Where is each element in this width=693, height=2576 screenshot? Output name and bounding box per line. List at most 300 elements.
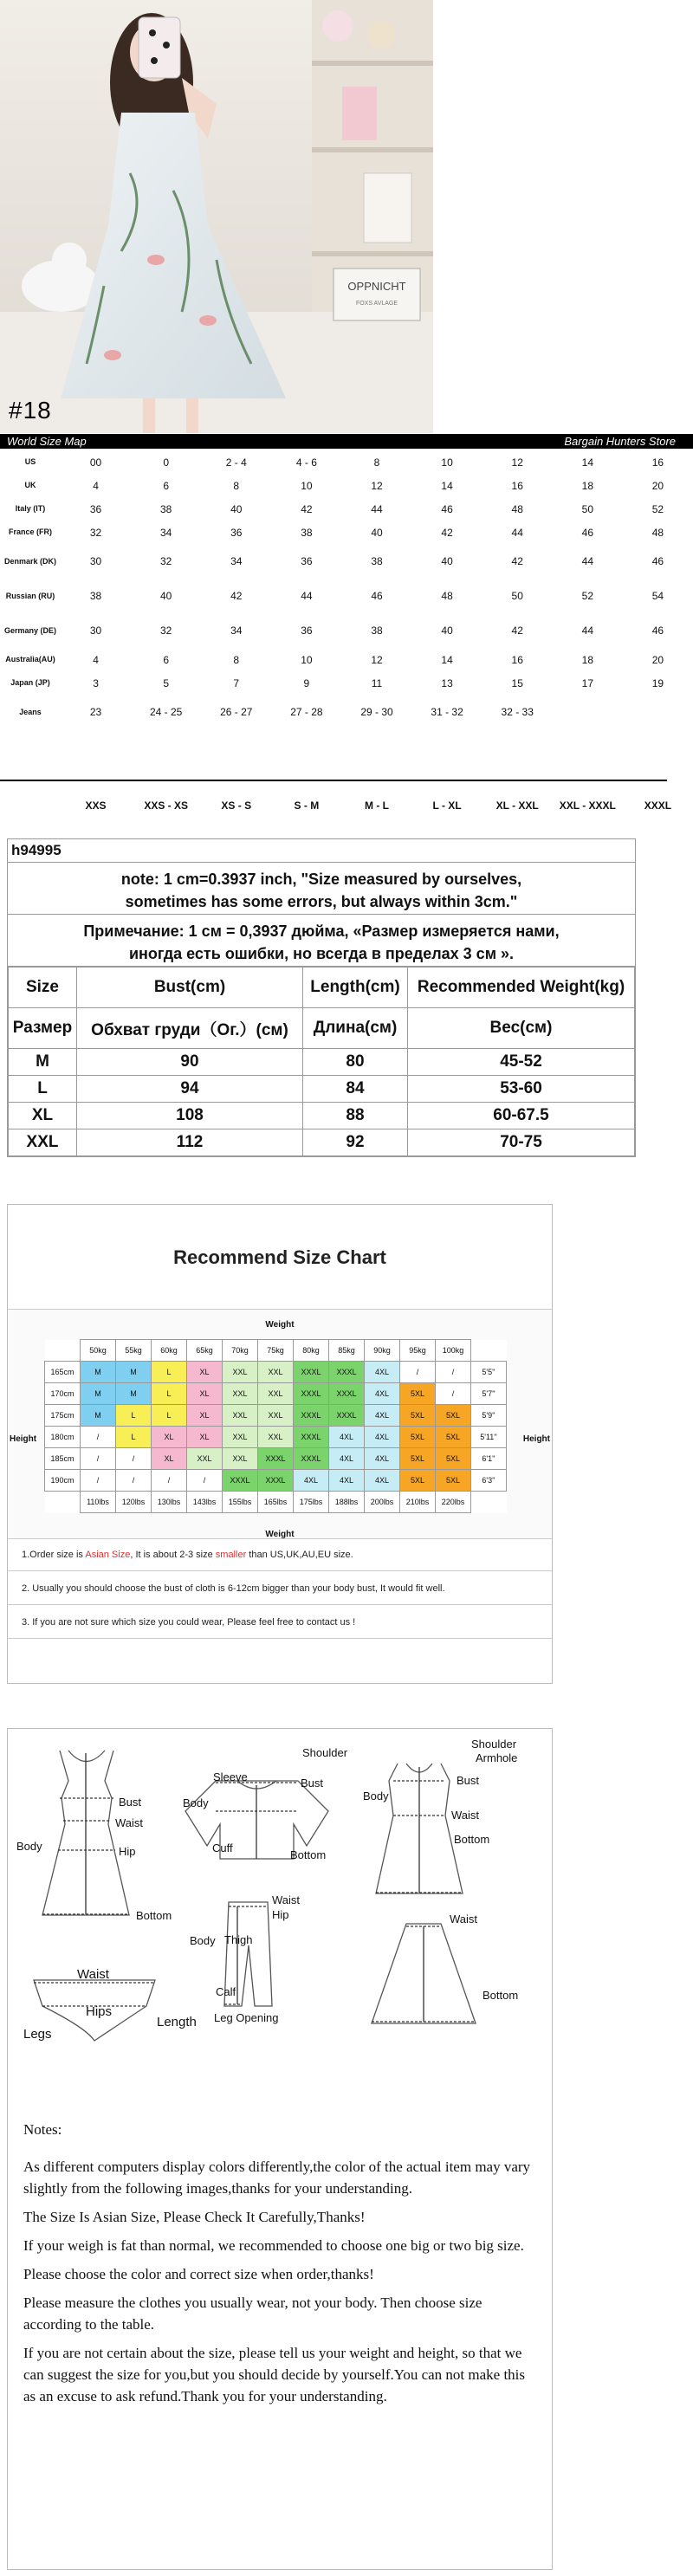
recommend-size-cell: 4XL xyxy=(329,1427,365,1448)
label-hip-4: Hip xyxy=(272,1908,289,1921)
recommend-size-cell: / xyxy=(116,1470,152,1492)
world-size-cell: 2 - 4 xyxy=(225,456,247,469)
recommend-size-cell: 4XL xyxy=(365,1427,400,1448)
world-size-cell: 52 xyxy=(651,502,664,515)
world-size-cell xyxy=(623,695,693,729)
recommend-size-cell: 4XL xyxy=(365,1448,400,1470)
size-cell: XXL xyxy=(9,1129,77,1156)
size-header-cell: Recommended Weight(kg) xyxy=(408,968,635,1008)
world-size-cell: 38 xyxy=(371,555,383,567)
world-size-cell: 12 xyxy=(371,479,383,492)
size-table-row xyxy=(9,1129,635,1156)
world-size-row xyxy=(0,544,693,579)
recommend-size-cell: XXL xyxy=(258,1383,294,1405)
size-cell: 112 xyxy=(77,1129,303,1156)
world-size-cell: 8 xyxy=(233,653,240,666)
note-english xyxy=(8,863,635,915)
weight-kg-cell: 65kg xyxy=(187,1340,223,1362)
size-cell: XL xyxy=(9,1103,77,1129)
world-size-cell: 54 xyxy=(651,590,664,602)
weight-spacer xyxy=(471,1340,507,1362)
world-size-cell: 38 xyxy=(89,590,102,602)
height-ft-cell: 6'3'' xyxy=(471,1470,507,1492)
size-header-cell: Length(cm) xyxy=(303,968,408,1008)
height-ft-cell: 5'5'' xyxy=(471,1362,507,1383)
note1-smaller: smaller xyxy=(215,1550,247,1560)
world-size-row-label: Russian (RU) xyxy=(5,591,55,600)
world-size-cell: 26 - 27 xyxy=(220,706,253,718)
letter-size-cell: XXS - XS xyxy=(144,799,188,812)
recommend-size-cell: XXXL xyxy=(258,1470,294,1492)
recommend-size-cell: XXXL xyxy=(294,1405,329,1427)
weight-lbs-cell: 120lbs xyxy=(116,1492,152,1513)
recommend-size-cell: M xyxy=(116,1383,152,1405)
world-size-cell: 00 xyxy=(89,456,102,469)
recommend-size-cell: 4XL xyxy=(329,1448,365,1470)
world-size-cell: 40 xyxy=(159,590,172,602)
recommend-size-cell: / xyxy=(187,1470,223,1492)
recommend-size-cell: XXL xyxy=(223,1362,258,1383)
world-size-cell: 14 xyxy=(441,653,453,666)
note1-part-c: , It is about 2-3 size xyxy=(130,1550,216,1560)
label-body-2: Body xyxy=(183,1796,209,1809)
size-cell: 70-75 xyxy=(408,1129,635,1156)
world-size-cell: 8 xyxy=(233,479,240,492)
world-size-cell: 36 xyxy=(301,555,313,567)
size-cell: 108 xyxy=(77,1103,303,1129)
world-size-cell: 11 xyxy=(371,676,383,689)
recommend-size-table xyxy=(44,1339,507,1513)
height-label-left: Height xyxy=(10,1434,37,1444)
weight-lbs-cell: 143lbs xyxy=(187,1492,223,1513)
world-size-row xyxy=(0,497,693,521)
world-size-map-title: World Size Map xyxy=(7,435,87,448)
weight-kg-cell: 80kg xyxy=(294,1340,329,1362)
world-size-cell: 42 xyxy=(301,502,313,515)
recommend-size-cell: XXL xyxy=(187,1448,223,1470)
weight-lbs-cell: 175lbs xyxy=(294,1492,329,1513)
shop-sign-text: OPPNICHT xyxy=(347,280,406,293)
size-cell: 53-60 xyxy=(408,1076,635,1103)
world-size-row-label: Denmark (DK) xyxy=(3,556,56,566)
label-armhole-3: Armhole xyxy=(476,1751,518,1764)
world-size-cell: 32 xyxy=(159,555,172,567)
weight-lbs-cell: 155lbs xyxy=(223,1492,258,1513)
height-cm-cell: 165cm xyxy=(45,1362,81,1383)
world-size-cell: 10 xyxy=(301,653,313,666)
note-paragraph: As different computers display colors differently,the color of the actual item may vary slightly from the following images,thanks for your understanding. xyxy=(23,2159,531,2197)
label-body-3: Body xyxy=(363,1790,389,1803)
world-size-cell: 42 xyxy=(230,590,243,602)
recommend-size-cell: M xyxy=(81,1383,116,1405)
recommend-size-cell: 4XL xyxy=(365,1362,400,1383)
world-size-cell: 32 xyxy=(89,526,102,539)
size-header-cell: Размер xyxy=(9,1008,77,1049)
note-paragraph: Please measure the clothes you usually wear, not your body. Then choose size according to the table. xyxy=(23,2294,483,2333)
weight-kg-cell: 70kg xyxy=(223,1340,258,1362)
note1-part-e: than US,UK,AU,EU size. xyxy=(246,1550,353,1560)
height-label-right: Height xyxy=(522,1434,550,1444)
recommend-size-cell: / xyxy=(81,1470,116,1492)
weight-lbs-cell: 130lbs xyxy=(152,1492,187,1513)
note-paragraph: Notes: xyxy=(23,2121,62,2138)
weight-spacer xyxy=(45,1340,81,1362)
product-code: h94995 xyxy=(8,839,635,863)
world-size-row-label: Australia(AU) xyxy=(5,655,55,663)
world-size-cell: 38 xyxy=(301,526,313,539)
recommend-size-cell: / xyxy=(116,1448,152,1470)
world-size-cell: 44 xyxy=(581,555,593,567)
label-waist-3: Waist xyxy=(451,1809,480,1822)
world-size-cell: 0 xyxy=(163,456,169,469)
height-cm-cell: 180cm xyxy=(45,1427,81,1448)
recommend-size-cell: 5XL xyxy=(436,1427,471,1448)
world-size-cell: 32 xyxy=(159,625,172,637)
weight-kg-cell: 85kg xyxy=(329,1340,365,1362)
note-paragraph: If your weigh is fat than normal, we recommended to choose one big or two big size. xyxy=(23,2237,524,2254)
world-size-cell: 34 xyxy=(230,555,243,567)
recommend-size-cell: 5XL xyxy=(400,1470,436,1492)
height-row xyxy=(45,1427,507,1448)
note-paragraph: The Size Is Asian Size, Please Check It Carefully,Thanks! xyxy=(23,2209,366,2225)
size-cell: L xyxy=(9,1076,77,1103)
note-asian-size xyxy=(8,1538,552,1571)
label-bottom-5: Bottom xyxy=(483,1989,519,2002)
recommend-size-cell: 5XL xyxy=(400,1427,436,1448)
world-size-row-label: UK xyxy=(24,481,36,489)
recommend-size-cell: M xyxy=(81,1405,116,1427)
recommend-size-cell: 4XL xyxy=(329,1470,365,1492)
size-cell: 92 xyxy=(303,1129,408,1156)
label-body-1: Body xyxy=(16,1840,42,1853)
height-cm-cell: 175cm xyxy=(45,1405,81,1427)
weight-kg-cell: 55kg xyxy=(116,1340,152,1362)
weight-lbs-cell: 200lbs xyxy=(365,1492,400,1513)
recommend-size-cell: XXXL xyxy=(294,1362,329,1383)
recommend-size-cell: 5XL xyxy=(400,1383,436,1405)
world-size-cell: 36 xyxy=(301,625,313,637)
world-size-cell: 50 xyxy=(581,502,593,515)
world-size-cell: 12 xyxy=(511,456,523,469)
world-size-cell: 8 xyxy=(373,456,380,469)
world-size-cell xyxy=(553,695,623,729)
label-shoulder-3: Shoulder xyxy=(471,1738,517,1751)
size-table-header xyxy=(9,968,635,1008)
world-size-cell: 40 xyxy=(441,555,453,567)
recommend-size-cell: XXL xyxy=(223,1405,258,1427)
recommend-size-cell: XL xyxy=(187,1427,223,1448)
recommend-size-cell: XXXL xyxy=(329,1362,365,1383)
recommend-size-cell: 4XL xyxy=(365,1405,400,1427)
label-bust-1: Bust xyxy=(119,1796,142,1809)
label-waist-1: Waist xyxy=(115,1816,144,1829)
height-row xyxy=(45,1405,507,1427)
recommend-grid xyxy=(8,1309,552,1539)
world-size-cell: 38 xyxy=(371,625,383,637)
recommend-size-cell: L xyxy=(152,1383,187,1405)
label-thigh-4: Thigh xyxy=(224,1933,253,1946)
label-sleeve-2: Sleeve xyxy=(213,1770,248,1783)
shop-sign-small-text: FOXS AVLAGE xyxy=(355,301,398,307)
measurement-table xyxy=(7,838,636,1157)
label-bottom-3: Bottom xyxy=(454,1833,490,1846)
recommend-size-cell: 5XL xyxy=(436,1405,471,1427)
world-size-cell: 46 xyxy=(651,555,664,567)
size-table-row xyxy=(9,1076,635,1103)
world-size-cell: 30 xyxy=(89,555,102,567)
world-size-cell: 10 xyxy=(441,456,453,469)
world-size-row-label: Italy (IT) xyxy=(15,504,46,513)
height-row xyxy=(45,1362,507,1383)
label-legs-6: Legs xyxy=(23,2027,52,2042)
product-photo xyxy=(0,0,433,433)
weight-lbs-cell: 188lbs xyxy=(329,1492,365,1513)
size-cell: 60-67.5 xyxy=(408,1103,635,1129)
world-size-cell: 10 xyxy=(301,479,313,492)
label-cuff-2: Cuff xyxy=(212,1841,233,1854)
world-size-cell: 7 xyxy=(233,676,240,689)
world-size-row-label: France (FR) xyxy=(8,527,52,536)
note1-asian-size: Asian Size xyxy=(85,1550,131,1560)
note-english-line-1: note: 1 cm=0.3937 inch, "Size measured by ourselves, xyxy=(120,871,522,888)
recommend-size-cell: XXL xyxy=(223,1427,258,1448)
world-size-cell: 34 xyxy=(230,625,243,637)
size-cell: 90 xyxy=(77,1049,303,1076)
recommend-size-cell: / xyxy=(436,1362,471,1383)
world-size-cell: 4 xyxy=(93,653,99,666)
recommend-size-cell: 5XL xyxy=(400,1405,436,1427)
world-size-cell: 42 xyxy=(511,625,523,637)
size-cell: M xyxy=(9,1049,77,1076)
world-size-table xyxy=(0,450,693,729)
world-size-cell: 16 xyxy=(651,456,664,469)
recommend-size-cell: XXXL xyxy=(258,1448,294,1470)
note-english-line-2: sometimes has some errors, but always within 3cm." xyxy=(125,893,518,910)
recommend-size-cell: / xyxy=(152,1470,187,1492)
world-size-divider xyxy=(0,780,667,781)
world-size-cell: 13 xyxy=(441,676,453,689)
weight-lbs-cell: 165lbs xyxy=(258,1492,294,1513)
weight-kg-cell: 95kg xyxy=(400,1340,436,1362)
size-table-header xyxy=(9,1008,635,1049)
world-size-row-label: US xyxy=(24,457,36,466)
recommend-size-cell: XL xyxy=(187,1362,223,1383)
world-size-cell: 20 xyxy=(651,653,664,666)
size-cell: 80 xyxy=(303,1049,408,1076)
recommend-size-cell: XL xyxy=(187,1405,223,1427)
world-size-cell: 30 xyxy=(89,625,102,637)
weight-label-top: Weight xyxy=(265,1320,295,1330)
letter-size-cell: XXL - XXXL xyxy=(559,799,616,812)
notes-section xyxy=(23,2119,534,2414)
height-row xyxy=(45,1470,507,1492)
letter-size-spacer xyxy=(0,795,61,816)
world-size-cell: 15 xyxy=(511,676,523,689)
label-leg-opening-4: Leg Opening xyxy=(214,2011,279,2024)
world-size-cell: 46 xyxy=(441,502,453,515)
recommend-size-cell: 4XL xyxy=(365,1470,400,1492)
store-name: Bargain Hunters Store xyxy=(564,435,676,448)
note-contact: 3. If you are not sure which size you could wear, Please feel free to contact us ! xyxy=(8,1606,552,1639)
height-row xyxy=(45,1383,507,1405)
size-cell: 45-52 xyxy=(408,1049,635,1076)
recommend-size-cell: XXL xyxy=(223,1383,258,1405)
world-size-cell: 44 xyxy=(301,590,313,602)
letter-size-cell: M - L xyxy=(364,799,389,812)
note-russian-line-2: иногда есть ошибки, но всегда в пределах 3 см ». xyxy=(128,945,515,962)
weight-lbs-row xyxy=(45,1492,507,1513)
label-bust-2: Bust xyxy=(301,1777,324,1790)
world-size-cell: 27 - 28 xyxy=(290,706,323,718)
weight-kg-cell: 75kg xyxy=(258,1340,294,1362)
world-size-row xyxy=(0,521,693,544)
world-size-cell: 17 xyxy=(581,676,593,689)
size-header-cell: Обхват груди（Ог.）(см) xyxy=(77,1008,303,1049)
world-size-cell: 23 xyxy=(89,706,102,718)
weight-kg-cell: 50kg xyxy=(81,1340,116,1362)
world-size-cell: 34 xyxy=(159,526,172,539)
label-calf-4: Calf xyxy=(216,1985,236,1998)
world-size-row xyxy=(0,671,693,695)
weight-label-bottom: Weight xyxy=(265,1530,295,1539)
label-waist-4: Waist xyxy=(272,1893,301,1906)
height-row xyxy=(45,1448,507,1470)
label-waist-5: Waist xyxy=(450,1913,478,1926)
weight-kg-cell: 100kg xyxy=(436,1340,471,1362)
recommend-size-cell: L xyxy=(152,1405,187,1427)
world-size-row-label: Germany (DE) xyxy=(3,625,57,635)
world-size-cell: 16 xyxy=(511,653,523,666)
recommend-size-cell: XXL xyxy=(258,1405,294,1427)
recommend-size-cell: XXL xyxy=(258,1427,294,1448)
recommend-size-cell: XXXL xyxy=(294,1448,329,1470)
world-size-cell: 48 xyxy=(651,526,664,539)
world-size-row-label: Jeans xyxy=(19,707,42,716)
world-size-cell: 42 xyxy=(511,555,523,567)
world-size-cell: 20 xyxy=(651,479,664,492)
size-cell: 84 xyxy=(303,1076,408,1103)
recommend-size-cell: XL xyxy=(152,1427,187,1448)
size-table-row xyxy=(9,1049,635,1076)
recommend-size-cell: XXXL xyxy=(329,1405,365,1427)
height-ft-cell: 6'1'' xyxy=(471,1448,507,1470)
world-size-cell: 46 xyxy=(371,590,383,602)
note-paragraph: Please choose the color and correct size when order,thanks! xyxy=(23,2266,374,2282)
garment-measurement-diagrams xyxy=(7,1728,553,2570)
note-bust-advice: 2. Usually you should choose the bust of cloth is 6-12cm bigger than your body bust, It would fit well. xyxy=(8,1572,552,1605)
recommend-size-cell: 4XL xyxy=(294,1470,329,1492)
weight-kg-row xyxy=(45,1340,507,1362)
world-size-cell: 48 xyxy=(441,590,453,602)
world-size-cell: 40 xyxy=(371,526,383,539)
size-header-cell: Size xyxy=(9,968,77,1008)
world-size-row xyxy=(0,648,693,671)
letter-size-cell: XL - XXL xyxy=(495,799,539,812)
weight-kg-cell: 60kg xyxy=(152,1340,187,1362)
height-cm-cell: 185cm xyxy=(45,1448,81,1470)
recommend-size-cell: / xyxy=(436,1383,471,1405)
label-waist-6: Waist xyxy=(77,1967,109,1982)
world-size-cell: 48 xyxy=(511,502,523,515)
recommend-size-cell: M xyxy=(116,1362,152,1383)
recommend-size-cell: M xyxy=(81,1362,116,1383)
world-size-cell: 52 xyxy=(581,590,593,602)
world-size-cell: 4 - 6 xyxy=(295,456,317,469)
world-size-row xyxy=(0,695,693,729)
dress-photo-illustration xyxy=(0,0,433,433)
world-size-cell: 5 xyxy=(163,676,169,689)
world-size-row xyxy=(0,613,693,648)
world-size-cell: 44 xyxy=(511,526,523,539)
world-size-cell: 18 xyxy=(581,653,593,666)
size-cell: 94 xyxy=(77,1076,303,1103)
label-length-6: Length xyxy=(157,2015,197,2029)
recommend-size-cell: 4XL xyxy=(365,1383,400,1405)
height-cm-cell: 170cm xyxy=(45,1383,81,1405)
recommend-size-cell: XXL xyxy=(258,1362,294,1383)
label-bottom-2: Bottom xyxy=(290,1848,327,1861)
world-size-cell: 40 xyxy=(441,625,453,637)
height-ft-cell: 5'11'' xyxy=(471,1427,507,1448)
world-size-cell: 40 xyxy=(230,502,243,515)
recommend-size-cell: XXXL xyxy=(223,1470,258,1492)
recommend-size-cell: XXL xyxy=(223,1448,258,1470)
recommend-chart-title: Recommend Size Chart xyxy=(173,1246,386,1268)
size-header-cell: Bust(cm) xyxy=(77,968,303,1008)
note-paragraph: If you are not certain about the size, please tell us your weight and height, so that we can suggest the size for you,but you should decide by yourself.You can not make this as an excuse to ask refund.Thank you for your understanding. xyxy=(23,2345,526,2404)
label-bottom-1: Bottom xyxy=(136,1909,172,1922)
letter-size-cell: XS - S xyxy=(221,799,252,812)
recommend-size-cell: 5XL xyxy=(436,1470,471,1492)
recommend-size-cell: L xyxy=(116,1427,152,1448)
world-size-cell: 32 - 33 xyxy=(501,706,534,718)
world-size-cell: 14 xyxy=(441,479,453,492)
letter-size-cell: S - M xyxy=(294,799,320,812)
recommend-size-chart xyxy=(7,1204,553,1684)
world-size-cell: 44 xyxy=(371,502,383,515)
recommend-size-cell: 5XL xyxy=(400,1448,436,1470)
world-size-cell: 6 xyxy=(163,479,169,492)
world-size-cell: 12 xyxy=(371,653,383,666)
world-size-row xyxy=(0,474,693,497)
world-size-map-header xyxy=(0,434,693,449)
recommend-size-cell: 5XL xyxy=(436,1448,471,1470)
label-hip-1: Hip xyxy=(119,1845,136,1858)
world-size-cell: 9 xyxy=(303,676,310,689)
recommend-size-cell: XXXL xyxy=(329,1383,365,1405)
world-size-cell: 3 xyxy=(93,676,99,689)
recommend-size-cell: L xyxy=(116,1405,152,1427)
size-measurement-table xyxy=(8,967,635,1156)
note1-part-a: 1.Order size is xyxy=(22,1550,86,1560)
world-size-cell: 50 xyxy=(511,590,523,602)
label-bust-3: Bust xyxy=(457,1774,480,1787)
note-russian xyxy=(8,915,635,967)
height-ft-cell: 5'7'' xyxy=(471,1383,507,1405)
world-size-cell: 44 xyxy=(581,625,593,637)
world-size-cell: 31 - 32 xyxy=(431,706,463,718)
recommend-size-cell: / xyxy=(81,1427,116,1448)
weight-lbs-cell: 110lbs xyxy=(81,1492,116,1513)
height-cm-cell: 190cm xyxy=(45,1470,81,1492)
letter-size-row xyxy=(0,795,693,816)
size-cell: 88 xyxy=(303,1103,408,1129)
letter-size-cell: L - XL xyxy=(432,799,462,812)
recommend-size-cell: XL xyxy=(187,1383,223,1405)
recommend-size-cell: L xyxy=(152,1362,187,1383)
weight-kg-cell: 90kg xyxy=(365,1340,400,1362)
recommend-size-cell: XXXL xyxy=(294,1427,329,1448)
